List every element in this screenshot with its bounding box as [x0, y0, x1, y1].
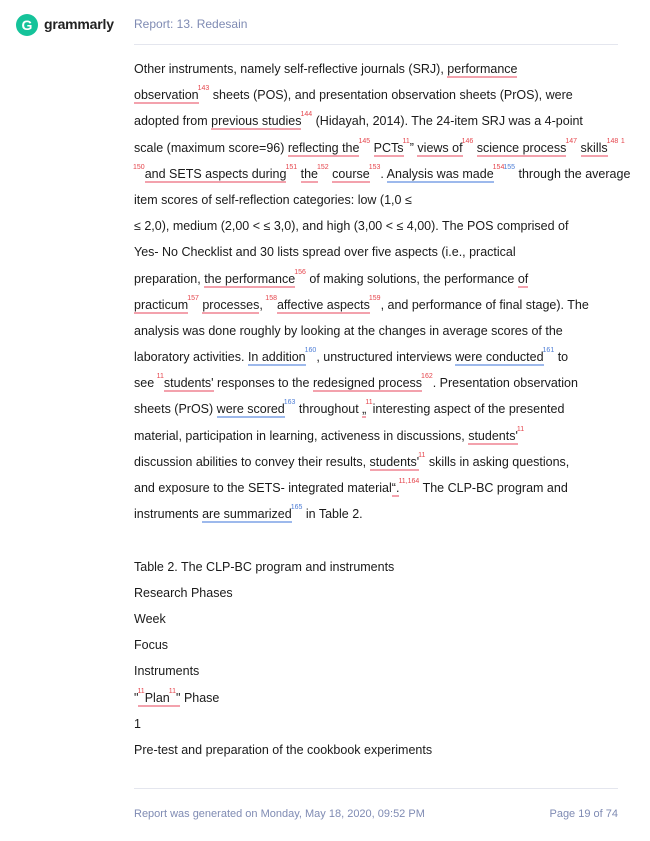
issue-underline[interactable]: performance: [447, 62, 518, 76]
issue-underline[interactable]: views of: [417, 140, 463, 155]
issue-underline[interactable]: “.: [391, 481, 400, 495]
issue-number: 11: [516, 425, 525, 433]
issue-underline[interactable]: observation: [134, 88, 199, 103]
text-line: instruments are summarized$^{165}$ in Table 2.: [134, 504, 363, 522]
issue-underline[interactable]: and SETS aspects during: [144, 166, 287, 181]
table-cell: Focus: [134, 638, 169, 653]
text-line: Yes- No Checklist and 30 lists spread over five aspects (i.e., practical: [134, 245, 516, 260]
clarity-underline[interactable]: Analysis was made: [386, 166, 494, 181]
issue-underline[interactable]: students': [369, 454, 420, 469]
table-cell: "$^{11}$Plan$^{11}$" Phase: [134, 687, 220, 705]
table-caption: Table 2. The CLP-BC program and instruments: [134, 559, 395, 574]
clarity-underline[interactable]: are summarized: [202, 507, 292, 522]
issue-underline[interactable]: PCTs: [373, 140, 404, 155]
issue-number: 150: [133, 163, 145, 171]
table-cell: 1: [134, 716, 141, 731]
issue-number: 147: [565, 137, 578, 145]
document-body: [133, 56, 631, 763]
issue-number: 157: [187, 294, 199, 302]
table-cell: Research Phases: [134, 585, 233, 600]
text-line: $^{150}$and SETS aspects during$^{151}$ the$^{152}$ course$^{153}$. Analysis was made$^{154155}$ through the average: [133, 163, 631, 181]
issue-underline[interactable]: science process: [476, 140, 567, 155]
issue-number: 144: [300, 111, 313, 119]
issue-underline[interactable]: students': [468, 428, 518, 443]
issue-underline[interactable]: skills: [580, 140, 608, 155]
clarity-underline[interactable]: were scored: [216, 402, 285, 417]
issue-number: 165: [290, 504, 303, 512]
issue-number: 158: [265, 294, 277, 302]
issue-underline[interactable]: $^{11}$Plan: [137, 687, 170, 705]
issue-number: 163: [283, 399, 296, 407]
text-line: material, participation in learning, activeness in discussions, $students'^{11}$: [134, 425, 525, 443]
issue-number: 161: [542, 347, 555, 355]
issue-number: 155: [503, 163, 516, 171]
text-line: sheets (PrOS) were scored$^{163}$ throughout „$^{11}$interesting aspect of the presented: [134, 399, 565, 417]
text-line: preparation, the performance$^{156}$ of making solutions, the performance of: [134, 268, 529, 286]
issue-number: 160: [304, 347, 317, 355]
issue-number: 156: [294, 268, 306, 276]
issue-number: 11: [156, 373, 164, 381]
issue-underline[interactable]: affective aspects: [276, 297, 370, 312]
issue-underline[interactable]: processes: [202, 297, 260, 312]
issue-underline[interactable]: reflecting the: [287, 140, 360, 155]
text-line: laboratory activities. In addition$^{160}$, unstructured interviews were conducted$^{161}$ to: [134, 347, 569, 365]
table-cell: Week: [134, 611, 166, 626]
text-line: and exposure to the SETS- integrated material“.$^{11,164}$ The CLP-BC program and: [134, 478, 568, 495]
text-line: analysis was done roughly by looking at the changes in average scores of the: [134, 323, 563, 338]
issue-number: 162: [421, 373, 433, 381]
report-title: Report: 13. Redesain: [134, 17, 248, 31]
text-line: Other instruments, namely self-reflective journals (SRJ), performance: [134, 62, 518, 76]
issue-underline[interactable]: previous studies: [211, 114, 302, 129]
table-cell: Pre-test and preparation of the cookbook experiments: [134, 742, 433, 757]
issue-number: 11: [137, 687, 145, 695]
text-line: adopted from previous studies$^{144}$ (Hidayah, 2014). The 24-item SRJ was a 4-point: [134, 111, 583, 129]
text-line: practicum$^{157}$ processes, $^{158}$affective aspects$^{159}$, and performance of final stage). The: [134, 294, 589, 312]
grammarly-logo-icon: G: [16, 14, 38, 36]
text-line: observation$^{143}$ sheets (POS), and presentation observation sheets (PrOS), were: [134, 85, 573, 103]
text-line: see $^{11}$students' responses to the redesigned process$^{162}$. Presentation observation: [134, 373, 578, 391]
issue-underline[interactable]: course: [332, 166, 370, 181]
issue-underline[interactable]: $^{11}$": [168, 687, 181, 705]
issue-number: 145: [358, 137, 371, 145]
clarity-underline[interactable]: were conducted: [455, 350, 544, 365]
text-line: ≤ 2,0), medium (2,00 < ≤ 3,0), and high (3,00 < ≤ 4,00). The POS comprised of: [134, 219, 569, 234]
text-line: scale (maximum score=96) reflecting the$^{145}$ PCTs$^{11}$” views $of^{146}$ science process$^{147}$ skills$^{148}$ $^1$: [134, 137, 625, 155]
header-divider: [134, 44, 618, 45]
issue-number: 11: [365, 399, 373, 407]
issue-number: 143: [197, 85, 210, 93]
issue-number: 11: [418, 451, 426, 459]
issue-underline[interactable]: the: [300, 166, 318, 181]
issue-underline[interactable]: of: [517, 271, 529, 286]
issue-number: 153: [368, 163, 381, 171]
report-header: [0, 0, 650, 50]
issue-number: 151: [285, 163, 298, 171]
report-generated-date: Report was generated on Monday, May 18, 2020, 09:52 PM: [134, 808, 425, 820]
issue-underline[interactable]: students': [163, 376, 214, 391]
issue-underline[interactable]: practicum: [134, 297, 189, 312]
issue-number: 11: [402, 137, 410, 145]
text-line: item scores of self-reflection categories: low (1,0 ≤: [134, 192, 412, 207]
table-cell: Instruments: [134, 664, 200, 679]
issue-underline[interactable]: „: [362, 402, 367, 417]
issue-number: 159: [368, 294, 381, 302]
text-line: discussion abilities to convey their results, $students'^{11}$ skills in asking questions,: [134, 451, 570, 469]
issue-underline[interactable]: the performance: [204, 271, 296, 286]
issue-number: 11: [168, 687, 177, 695]
page-number: Page 19 of 74: [549, 808, 618, 820]
grammarly-wordmark: grammarly: [44, 16, 114, 32]
issue-number: 148: [606, 137, 619, 145]
paragraph-gap: [134, 527, 624, 553]
clarity-underline[interactable]: In addition: [247, 350, 306, 365]
issue-number: 146: [461, 137, 474, 145]
footer-divider: [134, 788, 618, 789]
issue-number: 11,164: [398, 478, 420, 485]
issue-number: 1: [620, 137, 625, 145]
issue-underline[interactable]: redesigned process: [312, 376, 423, 391]
issue-number: 154: [492, 163, 505, 171]
issue-number: 152: [317, 163, 329, 171]
